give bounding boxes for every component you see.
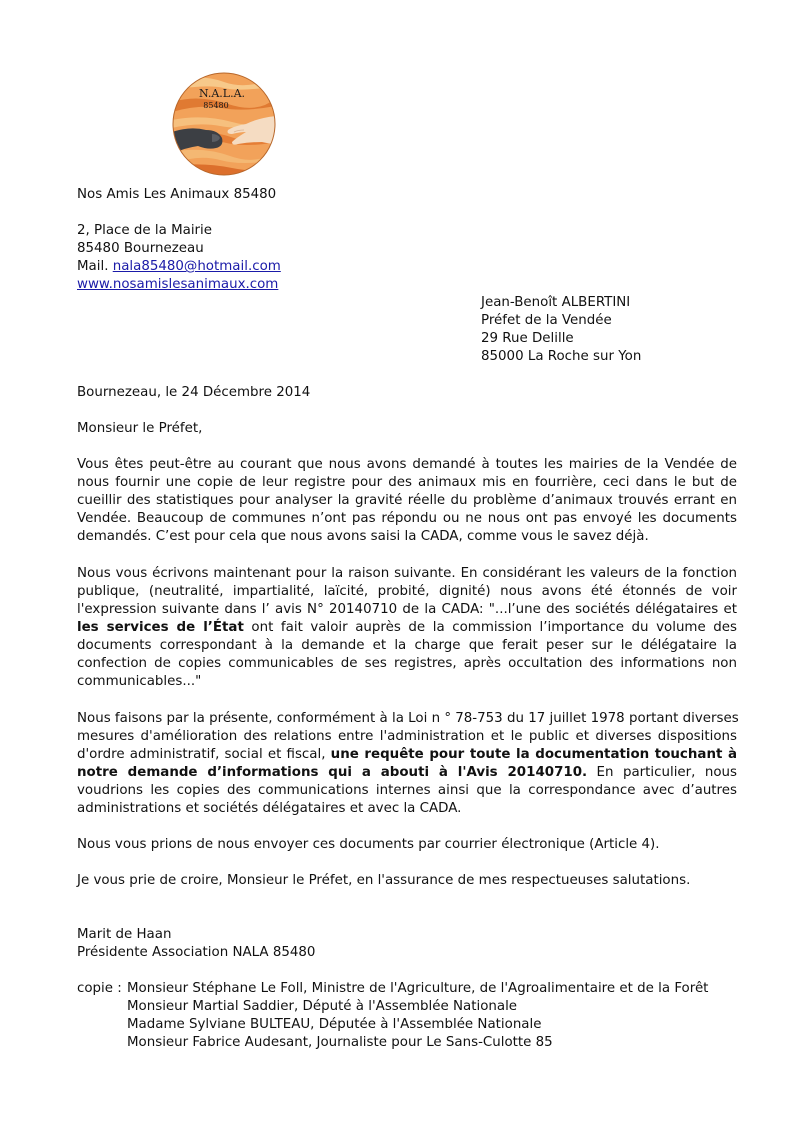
line-rest: ont fait valoir auprès de la commission l’importance du volume des: [243, 620, 737, 635]
copy-label: copie :: [77, 981, 122, 996]
logo-title: N.A.L.A.: [198, 87, 246, 100]
paragraph-2: [77, 565, 737, 691]
paragraph-3: [77, 710, 737, 818]
paragraph-line: Nous faisons par la présente, conformément à la Loi n ° 78-753 du 17 juillet 1978 portant diverses: [77, 711, 739, 726]
salutation: Monsieur le Préfet,: [77, 421, 203, 436]
paragraph-line: l'expression suivante dans l’ avis N° 20140710 de la CADA: "...l’une des sociétés délégataires et: [77, 602, 737, 617]
paragraph-line: publique, (neutralité, impartialité, laïcité, probité, dignité) nous avons été étonnés de voir: [77, 584, 737, 599]
paragraph-line: [77, 619, 737, 637]
line-start: d'ordre administratif, social et fiscal,: [77, 747, 331, 762]
copy-recipient: Monsieur Stéphane Le Foll, Ministre de l'Agriculture, de l'Agroalimentaire et de la Forêt: [127, 981, 709, 996]
copy-recipient: Madame Sylviane BULTEAU, Députée à l'Assemblée Nationale: [127, 1017, 542, 1032]
recipient-street: 29 Rue Delille: [481, 331, 574, 346]
sender-name: Nos Amis Les Animaux 85480: [77, 187, 277, 202]
sender-address-line2: 85480 Bournezeau: [77, 241, 204, 256]
paragraph-line: Vendée. Beaucoup de communes n’ont pas répondu ou ne nous ont pas envoyé les documents: [77, 511, 737, 526]
bold-phrase: les services de l’État: [77, 620, 244, 635]
date-line: Bournezeau, le 24 Décembre 2014: [77, 385, 311, 400]
paragraph-line: Nous vous écrivons maintenant pour la raison suivante. En considérant les valeurs de la fonction: [77, 566, 737, 581]
paragraph-1: [77, 456, 737, 546]
sender-mail-line: [77, 258, 281, 276]
paragraph-4: Nous vous prions de nous envoyer ces documents par courrier électronique (Article 4).: [77, 837, 660, 852]
email-link[interactable]: nala85480@hotmail.com: [112, 259, 281, 274]
paragraph-line: documents correspondant à la demande et la charge que ferait peser sur le délégataire la: [77, 638, 737, 653]
paragraph-line: demandés. C’est pour cela que nous avons saisi la CADA, comme vous le savez déjà.: [77, 529, 649, 544]
paragraph-line: Vous êtes peut-être au courant que nous avons demandé à toutes les mairies de la Vendée de: [77, 457, 737, 472]
nala-logo: [172, 72, 276, 176]
paragraph-line: administrations et sociétés délégataires et avec la CADA.: [77, 801, 462, 816]
logo-number: 85480: [203, 101, 229, 110]
paragraph-line: confection de copies communicables de ses registres, après occultation des informations non: [77, 656, 737, 671]
signature-role: Présidente Association NALA 85480: [77, 945, 316, 960]
recipient-name: Jean-Benoît ALBERTINI: [481, 295, 631, 310]
bold-phrase: une requête pour toute la documentation touchant à: [330, 747, 737, 762]
bold-phrase: notre demande d’informations qui a abouti à l'Avis 20140710.: [77, 765, 588, 780]
paragraph-line: nous fournir une copie de leur registre pour des animaux mis en fourrière, ceci dans le but de: [77, 475, 737, 490]
recipient-title: Préfet de la Vendée: [481, 313, 612, 328]
copy-recipient: Monsieur Fabrice Audesant, Journaliste pour Le Sans-Culotte 85: [127, 1035, 553, 1050]
paragraph-line: [77, 764, 737, 782]
paragraph-5: Je vous prie de croire, Monsieur le Préfet, en l'assurance de mes respectueuses salutations.: [77, 873, 691, 888]
recipient-city: 85000 La Roche sur Yon: [481, 349, 642, 364]
sender-address-line1: 2, Place de la Mairie: [77, 223, 213, 238]
paragraph-line: mesures d'amélioration des relations entre l'administration et le public et diverses dispositions: [77, 729, 737, 744]
paragraph-line: [77, 746, 737, 764]
copy-recipient: Monsieur Martial Saddier, Député à l'Assemblée Nationale: [127, 999, 518, 1014]
line-rest: En particulier, nous: [587, 765, 737, 780]
paragraph-line: communicables...": [77, 674, 202, 689]
paragraph-line: voudrions les copies des communications internes ainsi que la correspondance avec d’autres: [77, 783, 737, 798]
paragraph-line: cueillir des statistiques pour analyser la gravité réelle du problème d’animaux trouvés errant en: [77, 493, 737, 508]
website-link[interactable]: www.nosamislesanimaux.com: [77, 277, 279, 292]
mail-label: Mail.: [77, 259, 113, 274]
signature-name: Marit de Haan: [77, 927, 172, 942]
